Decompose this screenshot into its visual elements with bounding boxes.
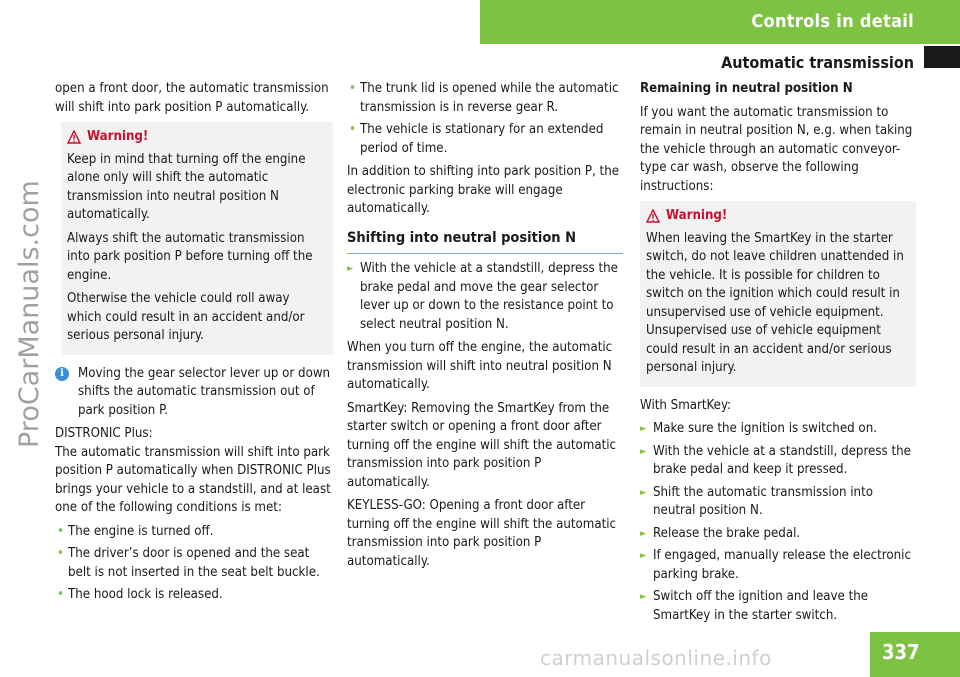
col1-intro: open a front door, the automatic transmission will shift into park position P automatically. bbox=[55, 81, 329, 115]
column-1 bbox=[55, 80, 333, 610]
list-item: • The driver’s door is opened and the seat belt is not inserted in the seat belt buckle. bbox=[55, 545, 333, 582]
list-item: • The hood lock is released. bbox=[55, 586, 333, 605]
page-number-box bbox=[870, 632, 960, 677]
section-heading: Shifting into neutral position N bbox=[347, 229, 623, 255]
step-item: ► Make sure the ignition is switched on. bbox=[640, 420, 916, 439]
column-3 bbox=[640, 80, 916, 630]
side-watermark: ProCarManuals.com bbox=[14, 180, 45, 448]
warning1-p2: Always shift the automatic transmission into park position P before turning off the engine. bbox=[67, 230, 313, 283]
col2-para4: KEYLESS-GO: Opening a front door after turning off the engine will shift the automatic transmission into park position P automatically. bbox=[347, 498, 617, 569]
step-item: ► Release the brake pedal. bbox=[640, 525, 916, 544]
subheading: Remaining in neutral position N bbox=[640, 81, 853, 96]
action-list-1 bbox=[347, 260, 623, 334]
distronic-title: DISTRONIC Plus: bbox=[55, 426, 153, 441]
section-title: Controls in detail bbox=[751, 11, 914, 32]
action-item: ► With the vehicle at a standstill, depress the brake pedal and move the gear selector lever up or down to the resistance point to select neutral position N. bbox=[347, 260, 623, 334]
warning-title: Warning! bbox=[67, 128, 327, 147]
step-item: ► Switch off the ignition and leave the SmartKey in the starter switch. bbox=[640, 588, 916, 625]
col3-intro: If you want the automatic transmission to remain in neutral position N, e.g. when taking the vehicle through an automatic conveyor-type car wash, observe the following instructions: bbox=[640, 104, 913, 194]
step-item: ► If engaged, manually release the electronic parking brake. bbox=[640, 547, 916, 584]
info-text: Moving the gear selector lever up or down shifts the automatic transmission out of park position P. bbox=[78, 365, 331, 418]
with-smartkey: With SmartKey: bbox=[640, 397, 732, 413]
conditions-list-2 bbox=[347, 80, 623, 158]
header-bar bbox=[480, 0, 960, 44]
warning-triangle-icon bbox=[646, 209, 660, 223]
step-item: ► With the vehicle at a standstill, depress the brake pedal and keep it pressed. bbox=[640, 443, 916, 480]
distronic-text: The automatic transmission will shift into park position P automatically when DISTRONIC Plus brings your vehicle to a standstill, and at least one of the following conditions is met: bbox=[55, 444, 331, 515]
list-item: • The engine is turned off. bbox=[55, 523, 333, 542]
list-item: • The vehicle is stationary for an extended period of time. bbox=[347, 121, 623, 158]
info-icon: i bbox=[55, 367, 69, 381]
conditions-list-1 bbox=[55, 523, 333, 605]
col2-para1: In addition to shifting into park position P, the electronic parking brake will engage automatically. bbox=[347, 164, 620, 216]
page-number: 337 bbox=[882, 640, 920, 664]
warning-box-2 bbox=[640, 201, 916, 387]
col2-para2: When you turn off the engine, the automatic transmission will shift into neutral position N automatically. bbox=[347, 340, 613, 392]
step-item: ► Shift the automatic transmission into neutral position N. bbox=[640, 484, 916, 521]
column-2 bbox=[347, 80, 623, 576]
steps-list bbox=[640, 420, 916, 625]
warning-triangle-icon bbox=[67, 130, 81, 144]
warning2-text: When leaving the SmartKey in the starter switch, do not leave children unattended in the vehicle. It is possible for children to switch on the ignition which could result in unsupervised use of vehicle equipment. Unsupervised use of vehicle equipment could result in an accident and/or serious personal injury. bbox=[646, 230, 904, 375]
list-item: • The trunk lid is opened while the automatic transmission is in reverse gear R. bbox=[347, 80, 623, 117]
warning1-p1: Keep in mind that turning off the engine alone only will shift the automatic transmission into neutral position N automatically. bbox=[67, 151, 306, 222]
footer-watermark: carmanualsonline.info bbox=[540, 646, 772, 670]
warning1-p3: Otherwise the vehicle could roll away which could result in an accident and/or serious personal injury. bbox=[67, 291, 305, 343]
col2-para3: SmartKey: Removing the SmartKey from the starter switch or opening a front door after turning off the engine will shift the automatic transmission into park position P automatically. bbox=[347, 400, 617, 490]
info-note bbox=[55, 365, 333, 421]
subsection-title: Automatic transmission bbox=[721, 53, 914, 72]
warning-box-1 bbox=[61, 122, 333, 355]
warning-title: Warning! bbox=[646, 207, 910, 226]
header-marker bbox=[924, 46, 960, 68]
